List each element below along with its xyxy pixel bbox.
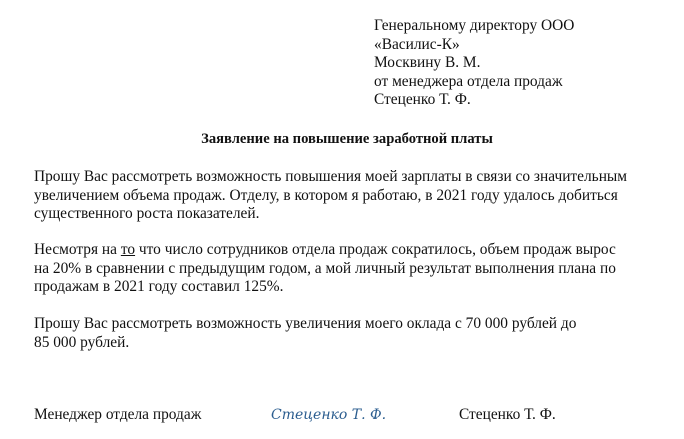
paragraph-line: Прошу Вас рассмотреть возможность повышения моей зарплаты в связи со значительным	[34, 168, 628, 185]
paragraph-line: на 20% в сравнении с предыдущим годом, а мой личный результат выполнения плана по	[34, 259, 616, 277]
paragraph-request	[34, 168, 674, 224]
paragraph-salary-request	[34, 315, 674, 352]
paragraph-justification	[34, 241, 674, 297]
addressee-block	[374, 17, 574, 110]
addressee-line: от менеджера отдела продаж	[374, 72, 563, 90]
signer-name: Стеценко Т. Ф.	[459, 406, 556, 423]
paragraph-line: Прошу Вас рассмотреть возможность увеличения моего оклада с 70 000 рублей до	[34, 315, 577, 332]
paragraph-line: 85 000 рублей.	[34, 333, 130, 351]
addressee-line: Москвину В. М.	[374, 54, 481, 72]
underlined-word: то	[120, 241, 136, 258]
paragraph-line: продажам в 2021 году составил 125%.	[34, 278, 284, 296]
addressee-line: «Василис-К»	[374, 35, 460, 53]
position-label: Менеджер отдела продаж	[34, 406, 202, 423]
paragraph-line: увеличением объема продаж. Отделу, в котором я работаю, в 2021 году удалось добиться	[34, 186, 618, 204]
handwritten-signature: Стеценко Т. Ф.	[271, 407, 387, 423]
addressee-line: Генеральному директору ООО	[374, 17, 575, 34]
addressee-line: Стеценко Т. Ф.	[374, 91, 471, 109]
paragraph-line	[34, 241, 674, 260]
document-title: Заявление на повышение заработной платы	[201, 131, 493, 147]
paragraph-line: существенного роста показателей.	[34, 205, 260, 223]
text-segment: Несмотря на	[34, 241, 121, 258]
text-segment: что число сотрудников отдела продаж сократилось, объем продаж вырос	[135, 241, 616, 258]
